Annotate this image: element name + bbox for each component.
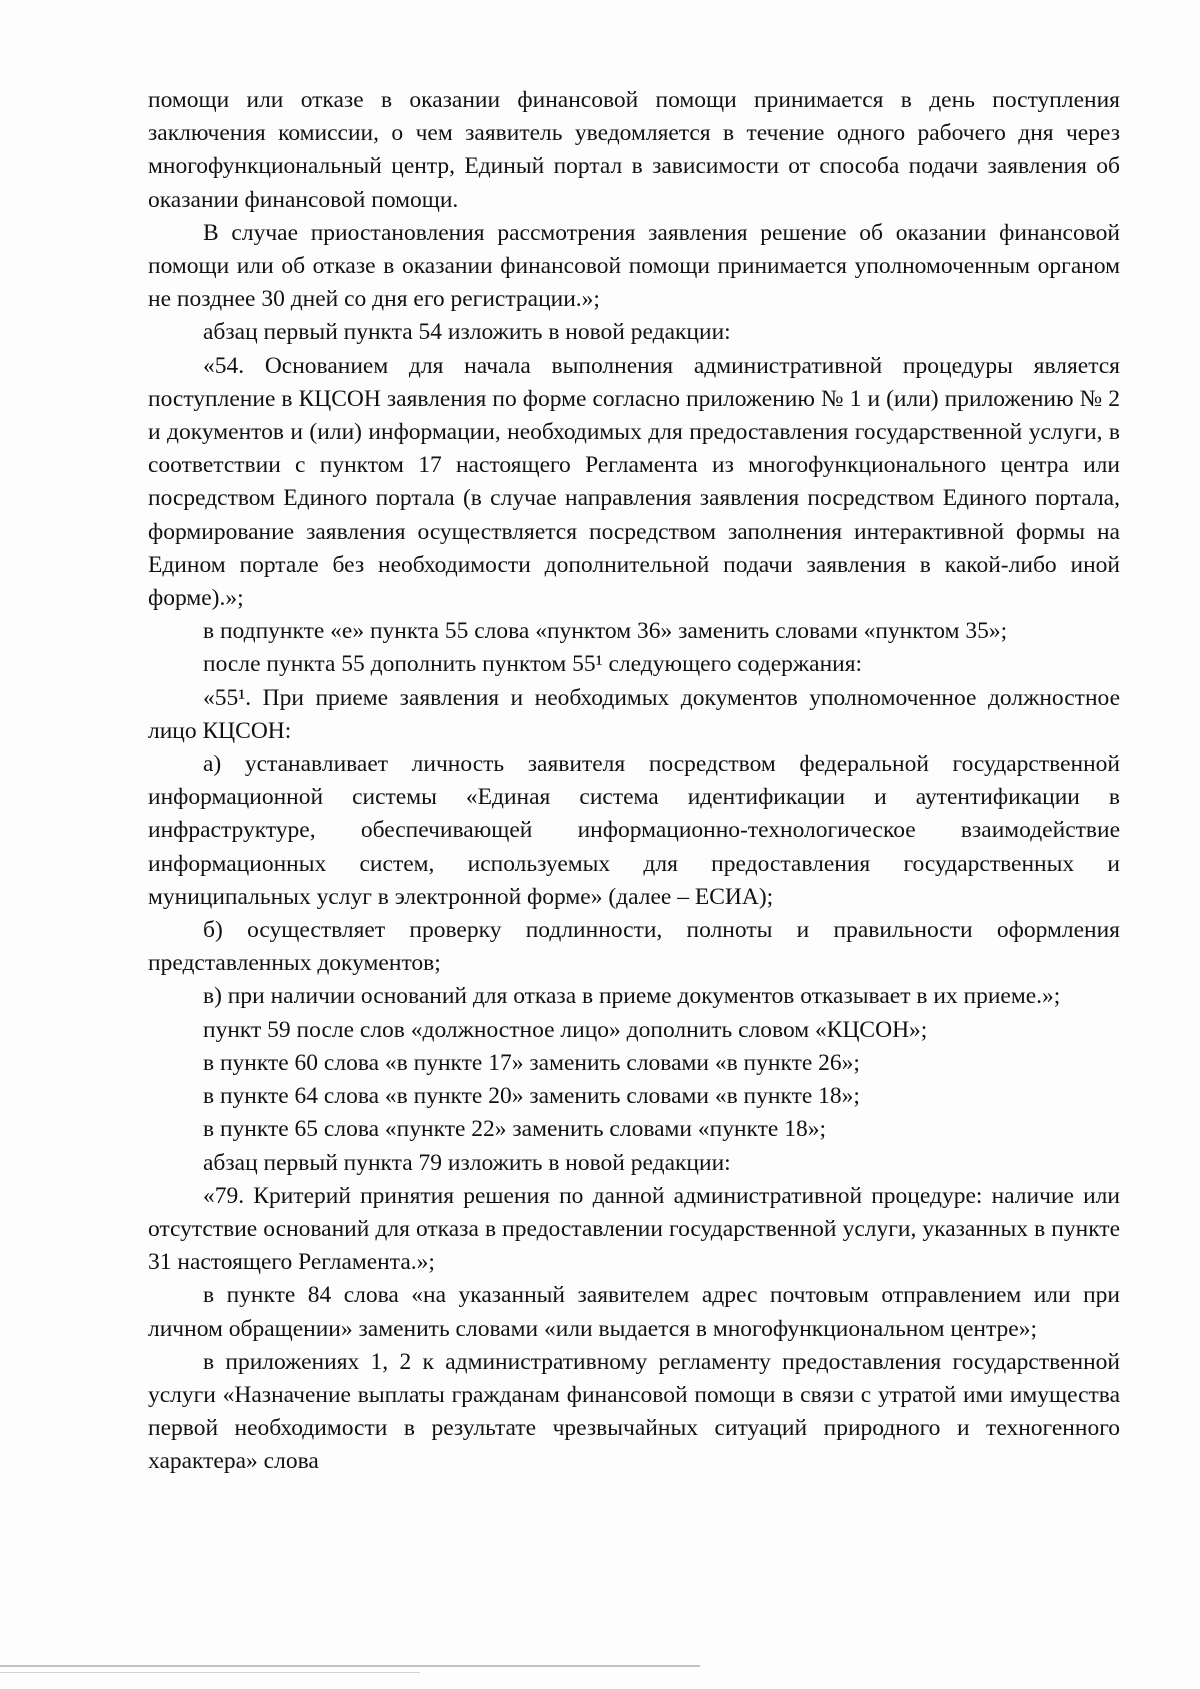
paragraph: в пункте 64 слова «в пункте 20» заменить словами «в пункте 18»; [203,1083,860,1110]
paragraph: в) при наличии оснований для отказа в приеме документов отказывает в их приеме.»; [203,983,1061,1010]
scan-edge-line [0,1665,700,1667]
paragraph: в приложениях 1, 2 к административному регламенту предоставления государственной услуги «Назначение выплаты гражданам финансовой помощи в связи с утратой ими имущества первой необходимости в результате чрезвычайных ситуаций природного и техногенного характера» слова [148,1348,1120,1475]
paragraph: в пункте 84 слова «на указанный заявителем адрес почтовым отправлением или при личном обращении» заменить словами «или выдается в многофункциональном центре»; [148,1282,1120,1342]
paragraph: б) осуществляет проверку подлинности, полноты и правильности оформления представленных документов; [148,917,1120,977]
paragraph: «55¹. При приеме заявления и необходимых документов уполномоченное должностное лицо КЦСОН: [148,684,1120,744]
paragraph: «79. Критерий принятия решения по данной административной процедуре: наличие или отсутствие оснований для отказа в предоставлении государственной услуги, указанных в пункте 31 настоящего Регламента.»; [148,1182,1120,1276]
paragraph: абзац первый пункта 54 изложить в новой редакции: [203,319,731,346]
document-body [148,84,1120,1479]
paragraph: а) устанавливает личность заявителя посредством федеральной государственной информационной системы «Единая система идентификации и аутентификации в инфраструктуре, обеспечивающей информационно-технологическое взаимодействие информационных систем, используемых для предоставления государственных и муниципальных услуг в электронной форме» (далее – ЕСИА); [148,751,1120,910]
paragraph: помощи или отказе в оказании финансовой помощи принимается в день поступления заключения комиссии, о чем заявитель уведомляется в течение одного рабочего дня через многофункциональный центр, Единый портал в зависимости от способа подачи заявления об оказании финансовой помощи. [148,87,1120,213]
paragraph: «54. Основанием для начала выполнения административной процедуры является поступление в КЦСОН заявления по форме согласно приложению № 1 и (или) приложению № 2 и документов и (или) информации, необходимых для предоставления государственной услуги, в соответствии с пунктом 17 настоящего Регламента из многофункционального центра или посредством Единого портала (в случае направления заявления посредством Единого портала, формирование заявления осуществляется посредством заполнения интерактивной формы на Едином портале без необходимости дополнительной подачи заявления в какой-либо иной форме).»; [148,352,1120,612]
scan-edge-line [0,1672,420,1673]
paragraph: в пункте 60 слова «в пункте 17» заменить словами «в пункте 26»; [203,1049,860,1076]
paragraph: в подпункте «е» пункта 55 слова «пунктом 36» заменить словами «пунктом 35»; [203,618,1008,645]
paragraph: в пункте 65 слова «пункте 22» заменить словами «пункте 18»; [203,1116,826,1143]
paragraph: В случае приостановления рассмотрения заявления решение об оказании финансовой помощи или об отказе в оказании финансовой помощи принимается уполномоченным органом не позднее 30 дней со дня его регистрации.»; [148,219,1120,313]
paragraph: абзац первый пункта 79 изложить в новой редакции: [203,1149,731,1176]
paragraph: после пункта 55 дополнить пунктом 55¹ следующего содержания: [203,651,863,678]
paragraph: пункт 59 после слов «должностное лицо» дополнить словом «КЦСОН»; [203,1016,928,1043]
